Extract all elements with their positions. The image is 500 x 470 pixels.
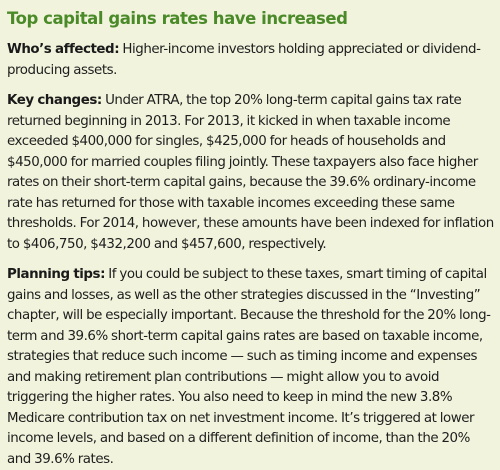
key-changes-label: Key changes: (7, 93, 102, 108)
whos-affected-paragraph (7, 40, 494, 81)
panel-heading: Top capital gains rates have increased (7, 9, 348, 28)
planning-tips-text: If you could be subject to these taxes, smart timing of capital gains and losses, as well as the other strategies discussed in the “Investing” chapter, will be especially important. Because the threshold for the 20% long-term and 39.6% short-term capital gains rates are based on taxable income, strategies that reduce such income — such as timing income and expenses and making retirement plan contributions — might allow you to avoid triggering the higher rates. You also need to keep in mind the new 3.8% Medicare contribution tax on net investment income. It’s triggered at lower income levels, and based on a different definition of income, than the 20% and 39.6% rates. (7, 267, 491, 467)
whos-affected-text: Higher-income investors holding appreciated or dividend-producing assets. (7, 42, 481, 78)
key-changes-paragraph (7, 91, 494, 255)
whos-affected-label: Who’s affected: (7, 42, 120, 57)
planning-tips-label: Planning tips: (7, 267, 105, 282)
planning-tips-paragraph (7, 265, 494, 470)
key-changes-text: Under ATRA, the top 20% long-term capital gains tax rate returned beginning in 2013. For 2013, it kicked in when taxable income exceeded $400,000 for singles, $425,000 for heads of households and $450,000 for married couples filing jointly. These taxpayers also face higher rates on their short-term capital gains, because the 39.6% ordinary-income rate has returned for those with taxable incomes exceeding these same thresholds. For 2014, however, these amounts have been indexed for inflation to $406,750, $432,200 and $457,600, respectively. (7, 93, 494, 252)
